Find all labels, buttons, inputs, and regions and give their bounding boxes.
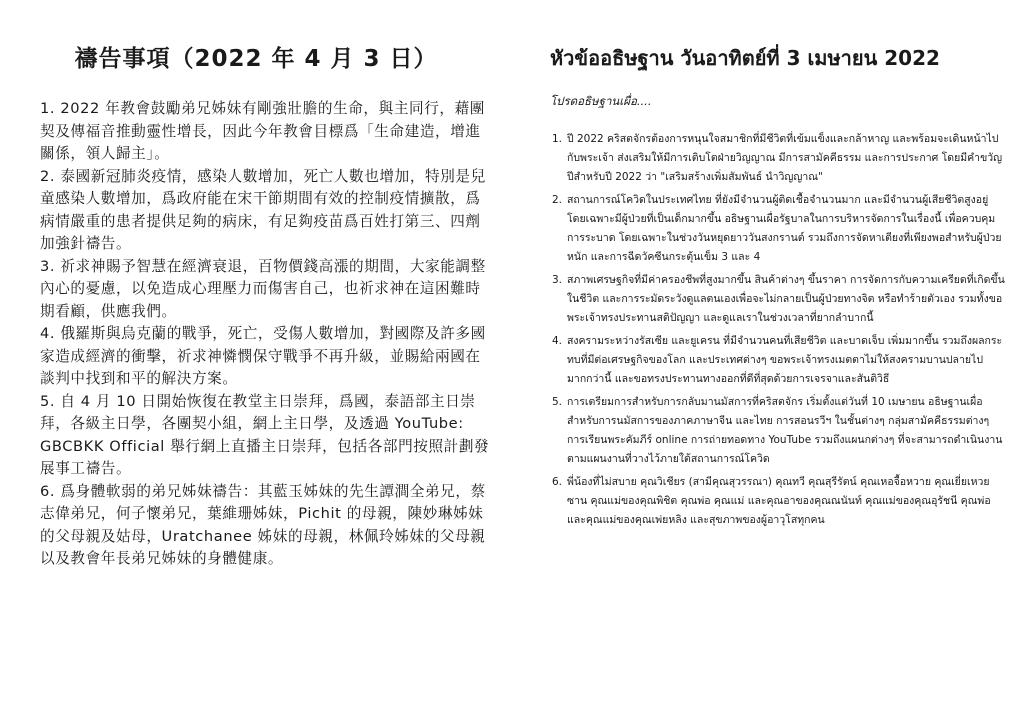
list-number: 3.	[552, 274, 563, 286]
list-text: พี่น้องที่ไม่สบาย คุณวิเชียร (สามีคุณสุวรรณา) คุณทวี คุณสุรีรัตน์ คุณเหอจื้อหวาย คุณเยี่ยเหวยซาน คุณแม่ของคุณพิชิต คุณพ่อ คุณแม่ และคุณอาของคุณณนันท์ คุณแม่ของคุณอุรัชนี คุณพ่อ และคุณแม่ของคุณเพ่ยหลิง และสุขภาพของผู้อาวุโสทุกคน	[567, 476, 991, 526]
list-text: ปี 2022 คริสตจักรต้องการหนุนใจสมาชิกที่มีชีวิตที่เข้มแข็งและกล้าหาญ และพร้อมจะเดินหน้าไปกับพระเจ้า ส่งเสริมให้มีการเติบโตฝ่ายวิญญาณ มีการสามัคคีธรรม และการประกาศ โดยมีคำขวัญปีสำหรับปี 2022 ว่า "เสริมสร้างเพิ่มสัมพันธ์ นำวิญญาณ"	[567, 133, 1003, 183]
list-text: สงครามระหว่างรัสเซีย และยูเครน ที่มีจำนวนคนที่เสียชีวิต และบาดเจ็บ เพิ่มมากขึ้น รวมถึงผลกระทบที่มีต่อเศรษฐกิจของโลก และประเทศต่างๆ ขอพระเจ้าทรงเมตตาไม่ให้สงครามบานปลายไปมากกว่านี้ และขอทรงประทานทางออกที่ดีที่สุดด้วยการเจรจาและสันติวิธี	[567, 335, 1003, 385]
thai-page	[512, 0, 1024, 724]
list-number: 4.	[552, 335, 563, 347]
prayer-list-chinese	[40, 98, 492, 571]
list-item	[530, 130, 1006, 187]
page-title: 禱告事項（2022 年 4 月 3 日）	[74, 46, 438, 72]
list-number: 6.	[552, 476, 563, 488]
prayer-list-thai	[530, 130, 1006, 534]
list-item: 1. 2022 年教會鼓勵弟兄姊妹有剛強壯膽的生命，與主同行，藉團契及傳福音推動靈性增長，因此今年教會目標爲「生命建造，增進關係，領人歸主」。	[40, 100, 485, 162]
list-item	[530, 191, 1006, 267]
list-item: 6. 爲身體軟弱的弟兄姊妹禱告：其藍玉姊妹的先生譚澗全弟兄，蔡志偉弟兄，何子懷弟兄，葉維珊姊妹，Pichit 的母親，陳妙琳姊妹的父母親及姑母，Uratchanee 姊妹的母親，林佩玲姊妹的父母親以及教會年長弟兄姊妹的身體健康。	[40, 482, 486, 567]
list-item	[530, 393, 1006, 469]
list-number: 2.	[552, 194, 563, 206]
list-item: 3. 祈求神賜予智慧在經濟衰退，百物價錢高漲的期間，大家能調整內心的憂慮，以免造成心理壓力而傷害自己，也祈求神在這困難時期看顧，供應我們。	[40, 257, 486, 320]
intro-text: โปรดอธิษฐานเผื่อ....	[550, 94, 652, 108]
list-text: สภาพเศรษฐกิจที่มีค่าครองชีพที่สูงมากขึ้น สินค้าต่างๆ ขึ้นราคา การจัดการกับความเครียดที่เกิดขึ้นในชีวิต และการระมัดระวังดูแลตนเองเพื่อจะไม่กลายเป็นผู้ป่วยทางจิต หรือทำร้ายตัวเอง รวมทั้งขอพระเจ้าทรงประทานสติปัญญา และดูแลเราในช่วงเวลาที่ยากลำบากนี้	[567, 274, 1005, 324]
list-number: 1.	[552, 133, 563, 145]
list-item: 4. 俄羅斯與烏克蘭的戰爭，死亡，受傷人數增加，對國際及許多國家造成經濟的衝擊，祈求神憐憫保守戰爭不再升級，並賜給兩國在談判中找到和平的解決方案。	[40, 325, 486, 387]
list-item	[530, 332, 1006, 389]
list-item	[530, 473, 1006, 530]
list-text: สถานการณ์โควิดในประเทศไทย ที่ยังมีจำนวนผู้ติดเชื้อจำนวนมาก และมีจำนวนผู้เสียชีวิตสูงอยู่ โดยเฉพาะมีผู้ป่วยที่เป็นเด็กมากขึ้น อธิษฐานเผื่อรัฐบาลในการบริหารจัดการในเรื่องนี้ เพื่อควบคุมการระบาด โดยเฉพาะในช่วงวันหยุดยาววันสงกรานต์ รวมถึงการจัดหาเตียงที่เพียงพอสำหรับผู้ป่วยหนัก และการฉีดวัคซีนกระตุ้นเข็ม 3 และ 4	[567, 194, 1002, 263]
list-item	[530, 271, 1006, 328]
list-item: 5. 自 4 月 10 日開始恢復在教堂主日崇拜，爲國，泰語部主日崇拜，各級主日學，各團契小組，網上主日學，及透過 YouTube: GBCBKK Official 舉行網上直播主日崇拜，包括各部門按照計劃發展事工禱告。	[40, 392, 490, 477]
list-number: 5.	[552, 396, 563, 408]
page-title: หัวข้ออธิษฐาน วันอาทิตย์ที่ 3 เมษายน 2022	[550, 46, 940, 70]
list-item: 2. 泰國新冠肺炎疫情，感染人數增加，死亡人數也增加，特別是兒童感染人數增加，爲政府能在宋干節期間有效的控制疫情擴散，爲病情嚴重的患者提供足夠的病床，有足夠疫苗爲百姓打第三、四劑加強針禱告。	[40, 167, 486, 252]
list-text: การเตรียมการสำหรับการกลับมานมัสการที่คริสตจักร เริ่มตั้งแต่วันที่ 10 เมษายน อธิษฐานเผื่อสำหรับการนมัสการของภาคภาษาจีน และไทย การสอนรวีฯ ในชั้นต่างๆ กลุ่มสามัคคีธรรมต่างๆ การเรียนพระคัมภีร์ online การถ่ายทอดทาง YouTube รวมถึงแผนกต่างๆ ที่จะสามารถดำเนินงานตามแผนงานที่วางไว้ภายใต้สถานการณ์โควิด	[567, 396, 1003, 465]
